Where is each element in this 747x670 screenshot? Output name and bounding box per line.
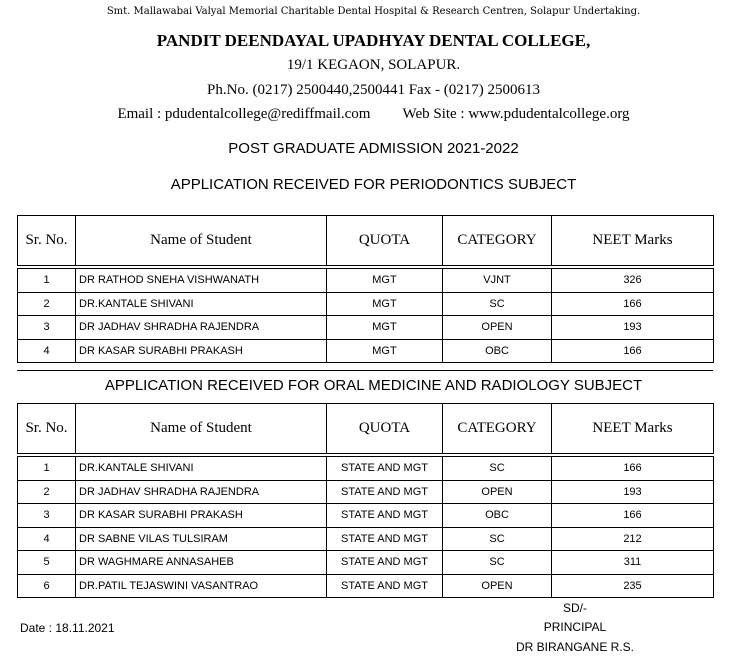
sr-cell: 6 <box>18 574 76 598</box>
website-text: Web Site : www.pdudentalcollege.org <box>402 106 630 122</box>
category-cell: SC <box>443 292 552 316</box>
signature-mark: SD/- <box>563 601 587 615</box>
quota-cell: STATE AND MGT <box>327 551 443 575</box>
quota-cell: STATE AND MGT <box>327 527 443 551</box>
periodontics-title: APPLICATION RECEIVED FOR PERIODONTICS SUBJECT <box>170 176 577 193</box>
signatory-name: DR BIRANGANE R.S. <box>515 640 635 654</box>
table-row <box>18 339 714 363</box>
quota-cell: STATE AND MGT <box>327 480 443 504</box>
section-divider <box>17 370 713 371</box>
category-cell: SC <box>443 551 552 575</box>
quota-cell: MGT <box>327 316 443 340</box>
marks-cell: 326 <box>552 269 714 293</box>
marks-cell: 212 <box>552 527 714 551</box>
college-address: 19/1 KEGAON, SOLAPUR. <box>286 57 461 73</box>
student-name-cell: DR.KANTALE SHIVANI <box>76 457 327 481</box>
table-row <box>18 551 714 575</box>
sr-cell: 4 <box>18 339 76 363</box>
marks-cell: 166 <box>552 457 714 481</box>
col-header-name: Name of Student <box>76 404 327 454</box>
quota-cell: MGT <box>327 339 443 363</box>
student-name-cell: DR KASAR SURABHI PRAKASH <box>76 339 327 363</box>
category-cell: VJNT <box>443 269 552 293</box>
table-row <box>18 504 714 528</box>
sr-cell: 1 <box>18 269 76 293</box>
student-name-cell: DR.KANTALE SHIVANI <box>76 292 327 316</box>
col-header-sr: Sr. No. <box>18 404 76 454</box>
student-name-cell: DR.PATIL TEJASWINI VASANTRAO <box>76 574 327 598</box>
col-header-quota: QUOTA <box>327 216 443 266</box>
student-name-cell: DR KASAR SURABHI PRAKASH <box>76 504 327 528</box>
sr-cell: 5 <box>18 551 76 575</box>
quota-cell: STATE AND MGT <box>327 574 443 598</box>
oral-medicine-table <box>17 403 714 598</box>
col-header-name: Name of Student <box>76 216 327 266</box>
admission-title: POST GRADUATE ADMISSION 2021-2022 <box>228 140 519 157</box>
table-row <box>18 480 714 504</box>
category-cell: SC <box>443 527 552 551</box>
quota-cell: STATE AND MGT <box>327 457 443 481</box>
table-row <box>18 574 714 598</box>
category-cell: OPEN <box>443 574 552 598</box>
student-name-cell: DR JADHAV SHRADHA RAJENDRA <box>76 316 327 340</box>
table-row <box>18 316 714 340</box>
issue-date: Date : 18.11.2021 <box>20 621 115 635</box>
table-row <box>18 269 714 293</box>
table-row <box>18 457 714 481</box>
college-name: PANDIT DEENDAYAL UPADHYAY DENTAL COLLEGE, <box>156 31 591 50</box>
col-header-marks: NEET Marks <box>552 216 714 266</box>
sr-cell: 3 <box>18 504 76 528</box>
col-header-quota: QUOTA <box>327 404 443 454</box>
oral-medicine-title: APPLICATION RECEIVED FOR ORAL MEDICINE AND RADIOLOGY SUBJECT <box>104 377 643 394</box>
trust-line: Smt. Mallawabai Valyal Memorial Charitable Dental Hospital & Research Centren, Solapur Undertaking. <box>106 6 641 17</box>
table-header-row <box>18 404 714 454</box>
email-text: Email : pdudentalcollege@rediffmail.com <box>117 106 371 122</box>
contact-line <box>0 106 747 123</box>
col-header-category: CATEGORY <box>443 404 552 454</box>
col-header-category: CATEGORY <box>443 216 552 266</box>
periodontics-rows <box>18 266 714 363</box>
marks-cell: 166 <box>552 504 714 528</box>
col-header-sr: Sr. No. <box>18 216 76 266</box>
periodontics-table <box>17 215 714 363</box>
marks-cell: 193 <box>552 480 714 504</box>
oral-medicine-rows <box>18 454 714 598</box>
marks-cell: 311 <box>552 551 714 575</box>
category-cell: OBC <box>443 504 552 528</box>
marks-cell: 166 <box>552 292 714 316</box>
sr-cell: 1 <box>18 457 76 481</box>
marks-cell: 235 <box>552 574 714 598</box>
table-header-row <box>18 216 714 266</box>
col-header-marks: NEET Marks <box>552 404 714 454</box>
marks-cell: 193 <box>552 316 714 340</box>
category-cell: OPEN <box>443 316 552 340</box>
student-name-cell: DR WAGHMARE ANNASAHEB <box>76 551 327 575</box>
category-cell: OBC <box>443 339 552 363</box>
marks-cell: 166 <box>552 339 714 363</box>
table-row <box>18 292 714 316</box>
student-name-cell: DR RATHOD SNEHA VISHWANATH <box>76 269 327 293</box>
quota-cell: STATE AND MGT <box>327 504 443 528</box>
student-name-cell: DR JADHAV SHRADHA RAJENDRA <box>76 480 327 504</box>
quota-cell: MGT <box>327 269 443 293</box>
category-cell: OPEN <box>443 480 552 504</box>
table-row <box>18 527 714 551</box>
signatory-designation: PRINCIPAL <box>543 620 607 634</box>
sr-cell: 4 <box>18 527 76 551</box>
sr-cell: 2 <box>18 480 76 504</box>
category-cell: SC <box>443 457 552 481</box>
quota-cell: MGT <box>327 292 443 316</box>
student-name-cell: DR SABNE VILAS TULSIRAM <box>76 527 327 551</box>
phone-fax-line: Ph.No. (0217) 2500440,2500441 Fax - (0217) 2500613 <box>207 82 540 98</box>
sr-cell: 3 <box>18 316 76 340</box>
sr-cell: 2 <box>18 292 76 316</box>
